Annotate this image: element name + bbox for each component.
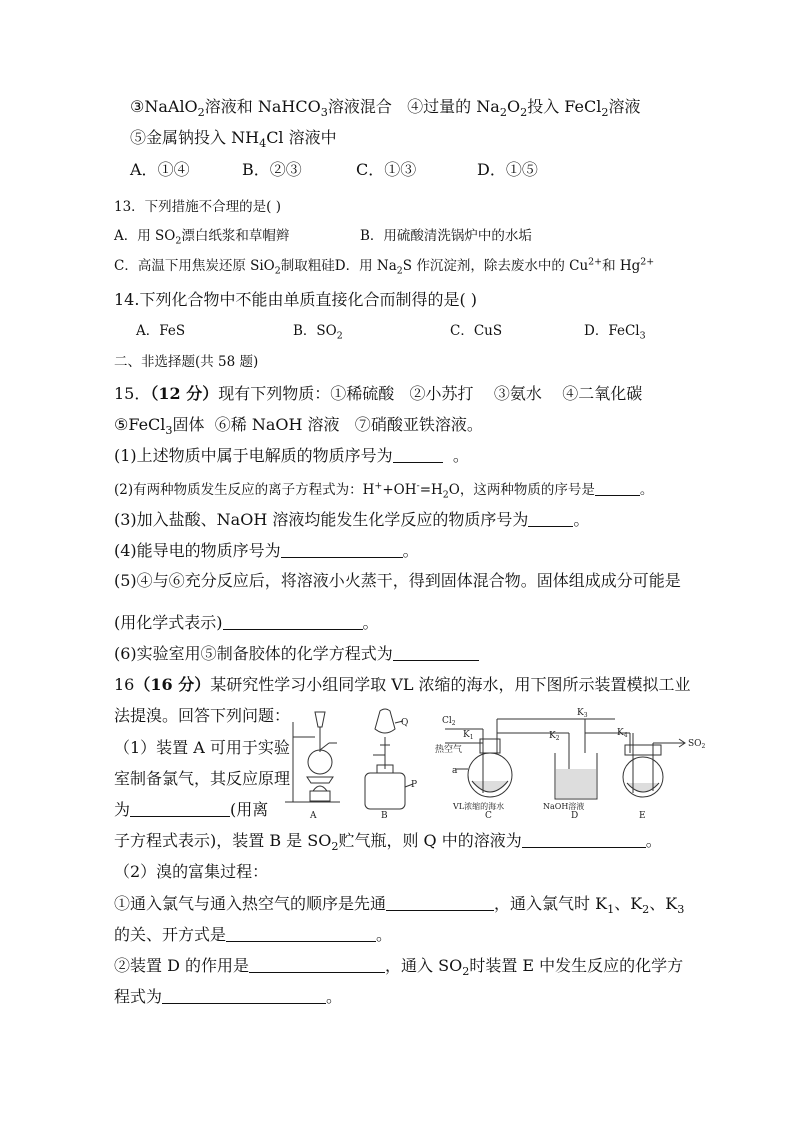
svg-text:P: P — [411, 780, 418, 790]
answer-blank[interactable] — [528, 512, 573, 527]
answer-blank[interactable] — [595, 481, 640, 496]
q15-part-3: (3)加入盐酸、NaOH 溶液均能发生化学反应的物质序号为 。 — [114, 510, 590, 529]
q15-materials-line1: 15．（12 分）现有下列物质：①稀硫酸 ②小苏打 ③氨水 ④二氧化碳 — [114, 384, 643, 403]
q16-line-3: （1）装置 A 可用于实验 — [114, 738, 290, 757]
q16-line-1: 16（16 分）某研究性学习小组同学取 VL 浓缩的海水，用下图所示装置模拟工业 — [114, 675, 691, 694]
svg-text:a: a — [452, 766, 458, 776]
svg-text:E: E — [639, 811, 646, 821]
q14-option-b: B．$SO_2$ — [293, 323, 343, 342]
q14-option-d: D．FeCl$_3$ — [584, 323, 646, 342]
q13-option-c-d: C．高温下用焦炭还原 SiO$_2$制取粗硅D．用 $Na_2S$ 作沉淀剂，除去废水中的 $Cu^{2+}$和 $Hg^{2+}$ — [114, 256, 655, 277]
q12-option-b: B．②③ — [242, 160, 302, 179]
circled-number: ③ — [130, 97, 145, 116]
q15-part-4: (4)能导电的物质序号为 。 — [114, 541, 419, 560]
svg-text:K2: $K_2$ — [549, 731, 560, 742]
q16-line-7: （2）溴的富集过程： — [114, 862, 269, 881]
answer-blank[interactable] — [393, 646, 479, 661]
svg-text:Cl2: $Cl_2$ — [442, 716, 456, 727]
svg-text:Q: Q — [401, 718, 409, 728]
q12-item-3-4: ③NaAlO$_2$溶液和 NaHCO$_3$溶液混合 ④过量的 $Na_2O_2$投入 FeCl$_2$溶液 — [130, 97, 641, 120]
q16-line-10: ②装置 D 的作用是 ，通入 $SO_2$时装置 E 中发生反应的化学方 — [114, 956, 684, 979]
q13-stem: 13．下列措施不合理的是( ) — [114, 199, 282, 215]
q16-line-8: ①通入氯气与通入热空气的顺序是先通 ，通入氯气时 $K_1$、$K_2$、$K_3$ — [114, 894, 685, 917]
q14-stem: 14.下列化合物中不能由单质直接化合而制得的是( ) — [114, 290, 478, 309]
svg-text:K4: $K_4$ — [617, 728, 628, 739]
q16-line-6: 子方程式表示)，装置 B 是 $SO_2$贮气瓶，则 Q 中的溶液为 。 — [114, 831, 662, 854]
q14-option-c: C．CuS — [450, 323, 503, 339]
q15-part-5: (5)④与⑥充分反应后，将溶液小火蒸干，得到固体混合物。固体组成成分可能是 — [114, 571, 681, 590]
answer-blank[interactable] — [226, 927, 376, 942]
answer-blank[interactable] — [223, 615, 363, 630]
svg-text:SO2: $SO_2$ — [688, 739, 706, 750]
answer-blank[interactable] — [281, 543, 403, 558]
q16-line-4: 室制备氯气，其反应原理 — [114, 769, 291, 788]
q15-materials-line2: ⑤FeCl$_3$固体 ⑥稀 NaOH 溶液 ⑦硝酸亚铁溶液。 — [114, 415, 483, 438]
q12-option-d: D．①⑤ — [477, 160, 538, 179]
q15-part-1: (1)上述物质中属于电解质的物质序号为 。 — [114, 446, 469, 465]
circled-number: ④ — [407, 97, 424, 116]
svg-text:A: A — [310, 811, 317, 821]
svg-text:NaOH溶液: NaOH溶液 — [543, 802, 585, 811]
apparatus-diagram — [285, 707, 715, 822]
svg-text:B: B — [381, 811, 388, 821]
q15-part-5-cont: (用化学式表示) 。 — [114, 613, 379, 632]
svg-text:D: D — [571, 811, 579, 821]
svg-text:热空气: 热空气 — [435, 745, 463, 755]
section-heading: 二、非选择题(共 58 题) — [114, 354, 259, 370]
q16-line-2: 法提溴。回答下列问题： — [114, 706, 291, 725]
apparatus-c — [445, 719, 512, 797]
answer-blank[interactable] — [522, 833, 646, 848]
apparatus-e — [623, 733, 685, 797]
svg-text:VL浓缩的海水: VL浓缩的海水 — [453, 802, 505, 811]
answer-blank[interactable] — [130, 802, 230, 817]
q13-option-b: B．用硫酸清洗锅炉中的水垢 — [360, 228, 532, 244]
q12-option-a: A．①④ — [130, 160, 190, 179]
answer-blank[interactable] — [393, 448, 443, 463]
q15-part-6: (6)实验室用⑤制备胶体的化学方程式为 — [114, 644, 479, 663]
answer-blank[interactable] — [386, 896, 494, 911]
svg-text:C: C — [485, 811, 492, 821]
q16-line-5: 为 (用离 — [114, 800, 269, 819]
answer-blank[interactable] — [162, 989, 326, 1004]
q12-item-5: ⑤金属钠投入 $NH_4Cl$ 溶液中 — [130, 128, 337, 151]
svg-text:K1: $K_1$ — [463, 730, 474, 741]
answer-blank[interactable] — [249, 958, 385, 973]
q12-option-c: C．①③ — [356, 160, 417, 179]
svg-text:K3: $K_3$ — [577, 708, 588, 719]
apparatus-d — [555, 753, 597, 799]
q14-option-a: A．FeS — [136, 323, 186, 339]
q13-option-a: A．用 $SO_2$漂白纸浆和草帽辫 — [114, 228, 290, 247]
q16-line-9: 的关、开方式是 。 — [114, 925, 393, 944]
q15-part-2: (2)有两种物质发生反应的离子方程式为：$H^++OH^-=H_2O$，这两种物质的序号是 。 — [114, 480, 654, 501]
q16-line-11: 程式为 。 — [114, 987, 343, 1006]
apparatus-a — [285, 712, 340, 802]
